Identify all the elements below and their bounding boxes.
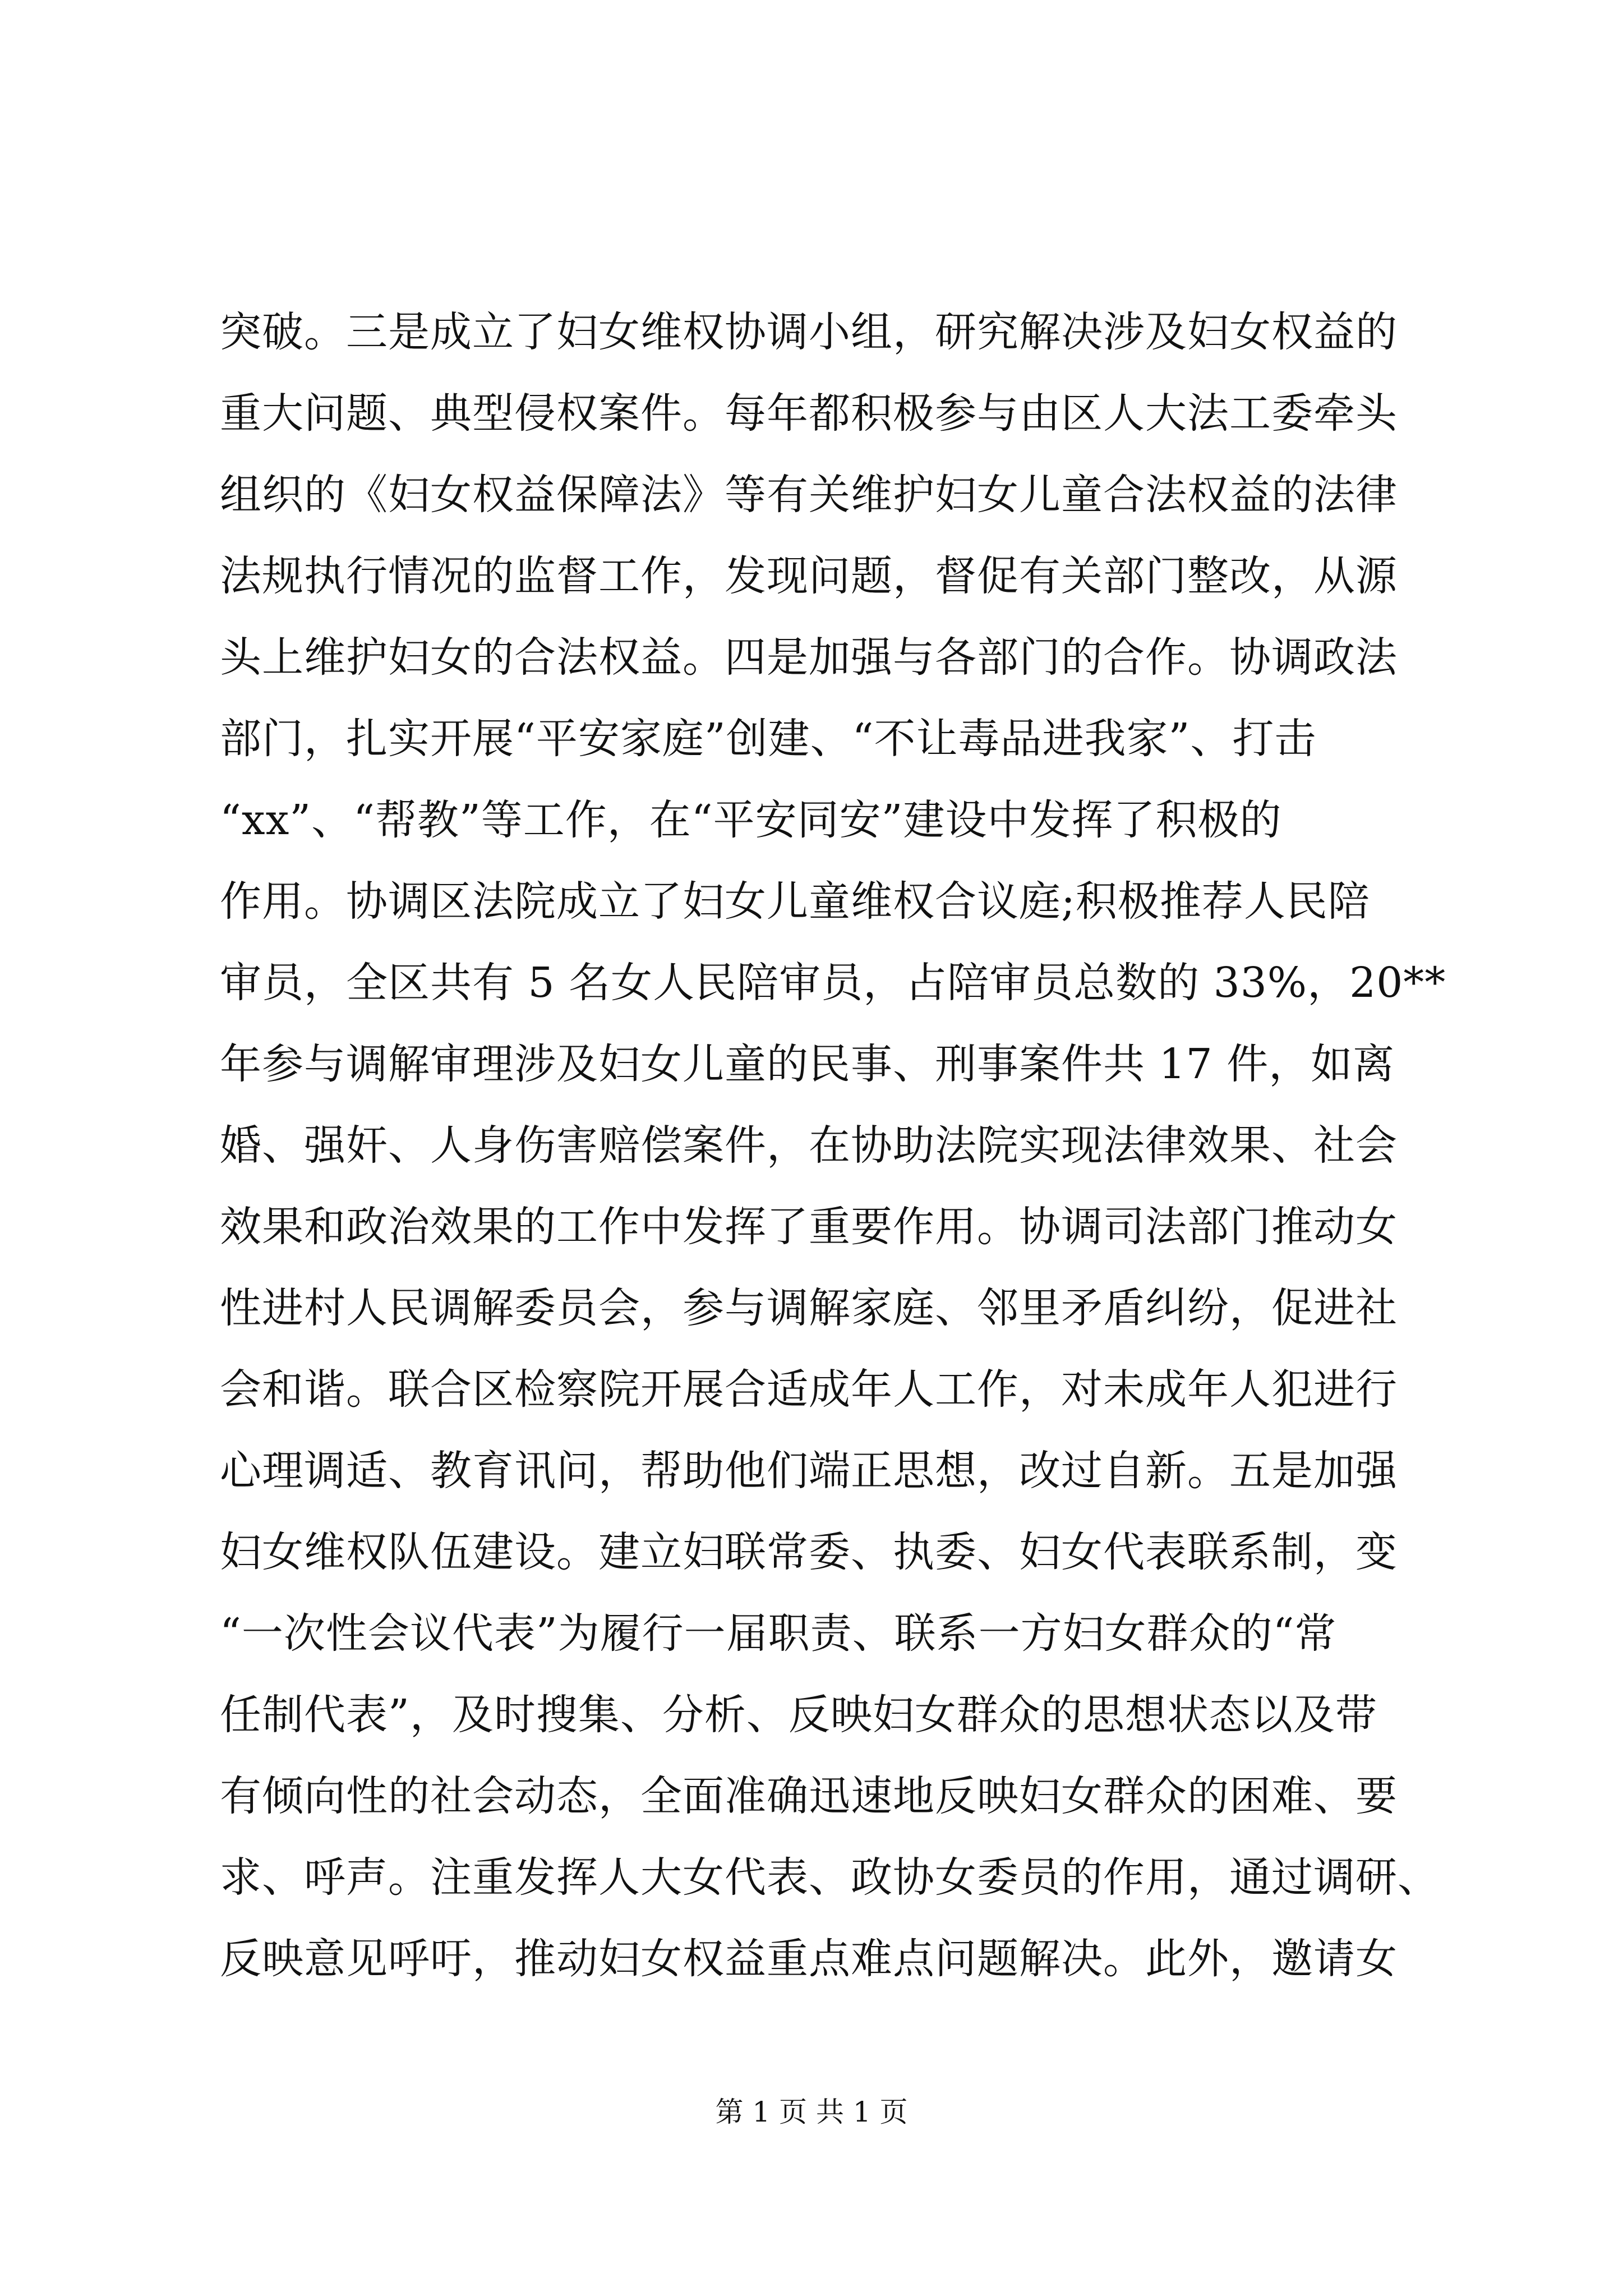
text-line: 重大问题、典型侵权案件。每年都积极参与由区人大法工委牵头 [220,389,1398,438]
text-line: 部门，扎实开展“平安家庭”创建、“不让毒品进我家”、打击 [220,715,1317,763]
text-line: 心理调适、教育讯问，帮助他们端正思想，改过自新。五是加强 [220,1447,1398,1495]
text-line: 法规执行情况的监督工作，发现问题，督促有关部门整改，从源 [220,552,1398,600]
text-line: 头上维护妇女的合法权益。四是加强与各部门的合作。协调政法 [220,633,1398,682]
text-line: 婚、强奸、人身伤害赔偿案件，在协助法院实现法律效果、社会 [220,1121,1398,1170]
text-line: 审员，全区共有 5 名女人民陪审员，占陪审员总数的 33%，20** [220,959,1446,1007]
text-line: 会和谐。联合区检察院开展合适成年人工作，对未成年人犯进行 [220,1365,1398,1414]
page-footer [0,2090,1623,2134]
text-line: 效果和政治效果的工作中发挥了重要作用。协调司法部门推动女 [220,1203,1398,1251]
text-line: 妇女维权队伍建设。建立妇联常委、执委、妇女代表联系制，变 [220,1528,1398,1576]
text-line: “xx”、“帮教”等工作，在“平安同安”建设中发挥了积极的 [220,796,1282,844]
text-line: 任制代表”，及时搜集、分析、反映妇女群众的思想状态以及带 [220,1691,1377,1739]
text-line: 有倾向性的社会动态，全面准确迅速地反映妇女群众的困难、要 [220,1772,1398,1820]
text-line: 年参与调解审理涉及妇女儿童的民事、刑事案件共 17 件，如离 [220,1040,1395,1088]
text-line: 突破。三是成立了妇女维权协调小组，研究解决涉及妇女权益的 [220,308,1398,356]
text-line: 求、呼声。注重发挥人大女代表、政协女委员的作用，通过调研、 [220,1853,1440,1902]
text-line: “一次性会议代表”为履行一届职责、联系一方妇女群众的“常 [220,1609,1337,1658]
text-line: 作用。协调区法院成立了妇女儿童维权合议庭;积极推荐人民陪 [220,877,1370,926]
page-number-label: 第 1 页 共 1 页 [715,2096,908,2128]
text-line: 反映意见呼吁，推动妇女权益重点难点问题解决。此外，邀请女 [220,1935,1398,1983]
text-line: 性进村人民调解委员会，参与调解家庭、邻里矛盾纠纷，促进社 [220,1284,1398,1332]
body-text [220,292,1446,2000]
text-line: 组织的《妇女权益保障法》等有关维护妇女儿童合法权益的法律 [220,471,1398,519]
